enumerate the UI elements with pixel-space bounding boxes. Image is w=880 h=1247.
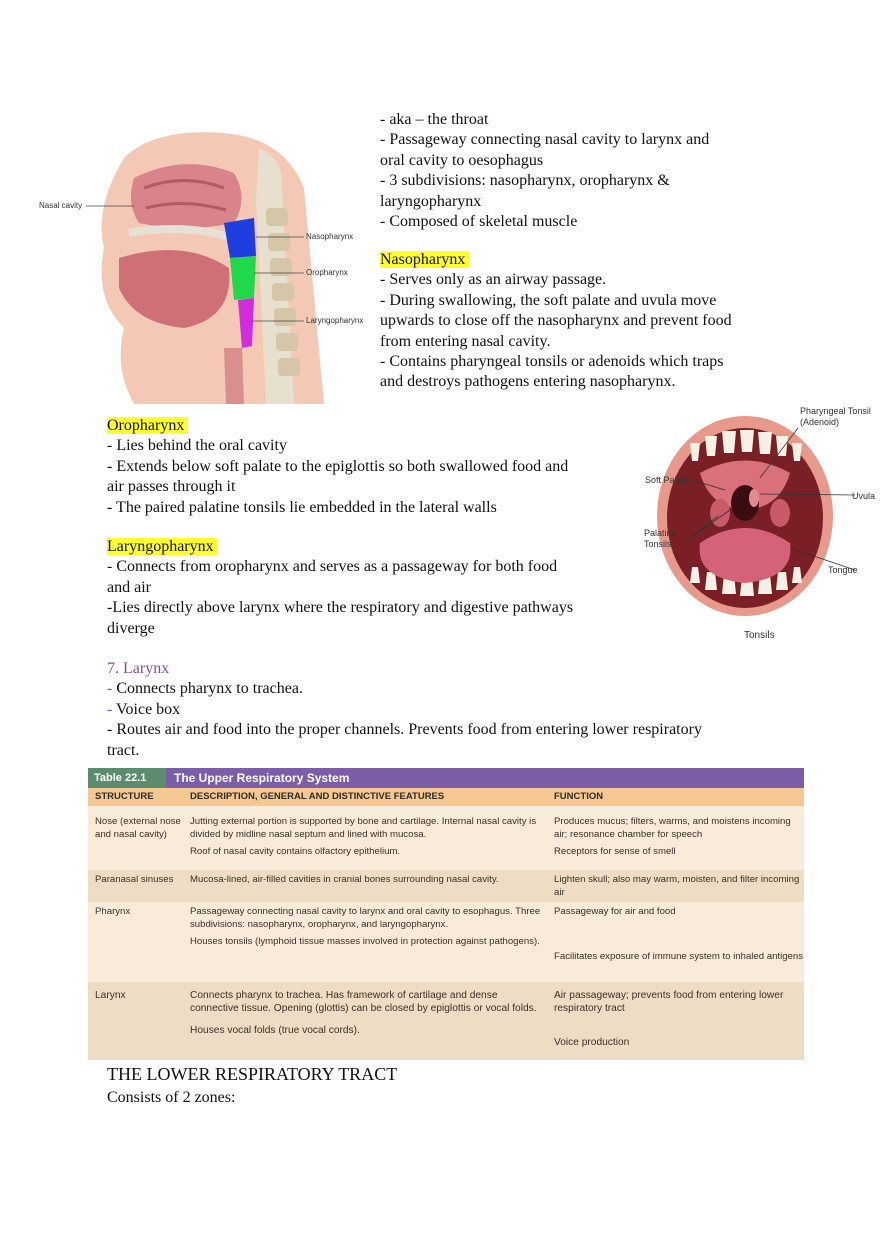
nasal-cavity-shape [131, 164, 242, 228]
row-function: Voice production [554, 1037, 630, 1048]
intro-line: - Composed of skeletal muscle [380, 213, 578, 231]
label-oropharynx: Oropharynx [306, 268, 348, 277]
lower-tract-subtitle: Consists of 2 zones: [107, 1089, 236, 1106]
laryngopharynx-line: and air [107, 578, 151, 596]
nasopharynx-section [380, 250, 732, 393]
pharynx-intro [380, 110, 709, 232]
larynx-line: Connects pharynx to trachea. [112, 680, 303, 698]
table-row [88, 982, 804, 1060]
table-row [88, 902, 804, 982]
row-description: Houses tonsils (lymphoid tissue masses involved in protection against pathogens). [190, 936, 540, 947]
label-soft-palate: Soft Palate [645, 475, 690, 485]
intro-line: - 3 subdivisions: nasopharynx, oropharynx & [380, 172, 670, 190]
nasopharynx-line: - Serves only as an airway passage. [380, 271, 607, 289]
figure-caption-tonsils: Tonsils [744, 630, 775, 641]
row-description: Jutting external portion is supported by bone and cartilage. Internal nasal cavity is divided by midline nasal septum and lined with mucosa. [190, 816, 537, 840]
tonsils-figure [630, 398, 880, 648]
oropharynx-line: - The paired palatine tonsils lie embedded in the lateral walls [107, 498, 497, 516]
row-function: Lighten skull; also may warm, moisten, and filter incoming air [554, 874, 800, 898]
row-description: Houses vocal folds (true vocal cords). [190, 1025, 360, 1036]
laryngopharynx-line: - Connects from oropharynx and serves as a passageway for both food [107, 558, 558, 576]
nasopharynx-line: from entering nasal cavity. [380, 332, 551, 350]
oropharynx-line: - Lies behind the oral cavity [107, 437, 287, 455]
row-description: Mucosa-lined, air-filled cavities in cranial bones surrounding nasal cavity. [190, 874, 499, 885]
row-structure: Paranasal sinuses [95, 874, 174, 885]
oropharynx-heading: Oropharynx [107, 417, 188, 434]
nasopharynx-line: - Contains pharyngeal tonsils or adenoids which traps [380, 353, 724, 371]
nasopharynx-line: and destroys pathogens entering nasopharynx. [380, 373, 676, 391]
larynx-line: - Routes air and food into the proper channels. Prevents food from entering lower respiratory [107, 721, 702, 739]
label-uvula: Uvula [852, 491, 876, 501]
label-laryngopharynx: Laryngopharynx [306, 316, 364, 325]
row-structure: Pharynx [95, 906, 131, 917]
label-palatine: Palatine [644, 528, 677, 538]
table-header-function: FUNCTION [554, 791, 604, 802]
table-row [88, 806, 804, 862]
laryngopharynx-heading: Laryngopharynx [107, 538, 218, 555]
table-row [88, 870, 804, 902]
larynx-line: tract. [107, 741, 140, 759]
nasopharynx-line: upwards to close off the nasopharynx and prevent food [380, 312, 732, 330]
label-nasopharynx: Nasopharynx [306, 232, 354, 241]
label-adenoid: (Adenoid) [800, 417, 840, 427]
row-function: Air passageway; prevents food from entering lower respiratory tract [554, 990, 784, 1014]
row-description: Roof of nasal cavity contains olfactory epithelium. [190, 846, 401, 857]
larynx-dash: - [107, 680, 113, 698]
intro-line: - aka – the throat [380, 111, 489, 128]
row-function: Passageway for air and food [554, 906, 676, 917]
row-structure: Nose (external nose and nasal cavity) [95, 816, 181, 840]
label-nasal-cavity: Nasal cavity [39, 201, 83, 210]
laryngopharynx-line: -Lies directly above larynx where the respiratory and digestive pathways [107, 599, 574, 617]
label-tonsils-small: Tonsils [644, 539, 672, 549]
label-tongue: Tongue [828, 565, 858, 575]
row-function: Produces mucus; filters, warms, and moistens incoming air; resonance chamber for speech [554, 816, 791, 840]
table-title-bar [88, 768, 804, 788]
larynx-section [107, 659, 702, 761]
row-description: Connects pharynx to trachea. Has framework of cartilage and dense connective tissue. Opening (glottis) can be closed by epiglottis or vocal folds. [190, 990, 537, 1014]
nasopharynx-heading: Nasopharynx [380, 251, 469, 268]
label-pharyngeal-tonsil: Pharyngeal Tonsil [800, 406, 871, 416]
row-function: Facilitates exposure of immune system to inhaled antigens [554, 950, 804, 962]
intro-line: oral cavity to oesophagus [380, 151, 544, 169]
row-function: Receptors for sense of smell [554, 846, 676, 857]
pharynx-anatomy-figure [34, 128, 374, 404]
uvula-shape [749, 489, 759, 507]
table-number: Table 22.1 [88, 768, 166, 788]
larynx-heading: 7. Larynx [107, 660, 170, 677]
nasopharynx-line: - During swallowing, the soft palate and uvula move [380, 291, 717, 309]
oropharynx-line: air passes through it [107, 478, 236, 496]
intro-line: - Passageway connecting nasal cavity to larynx and [380, 131, 710, 149]
oropharynx-section [107, 416, 568, 518]
larynx-dash: - [107, 700, 113, 718]
oropharynx-region [230, 256, 256, 300]
laryngopharynx-line: diverge [107, 619, 155, 637]
row-description: Passageway connecting nasal cavity to larynx and oral cavity to esophagus. Three subdivisions: nasopharynx, oropharynx, and laryngopharynx. [190, 906, 541, 930]
row-structure: Larynx [95, 990, 126, 1001]
table-title: The Upper Respiratory System [174, 771, 350, 785]
larynx-line: Voice box [112, 700, 181, 718]
table-header-structure: STRUCTURE [95, 791, 154, 802]
oropharynx-line: - Extends below soft palate to the epiglottis so both swallowed food and [107, 457, 569, 475]
laryngopharynx-section [107, 537, 573, 639]
table-header-description: DESCRIPTION, GENERAL AND DISTINCTIVE FEATURES [190, 791, 445, 802]
intro-line: laryngopharynx [380, 192, 482, 210]
lower-tract-heading: THE LOWER RESPIRATORY TRACT [107, 1064, 398, 1084]
upper-respiratory-table [88, 768, 804, 1060]
table-header [88, 788, 804, 806]
